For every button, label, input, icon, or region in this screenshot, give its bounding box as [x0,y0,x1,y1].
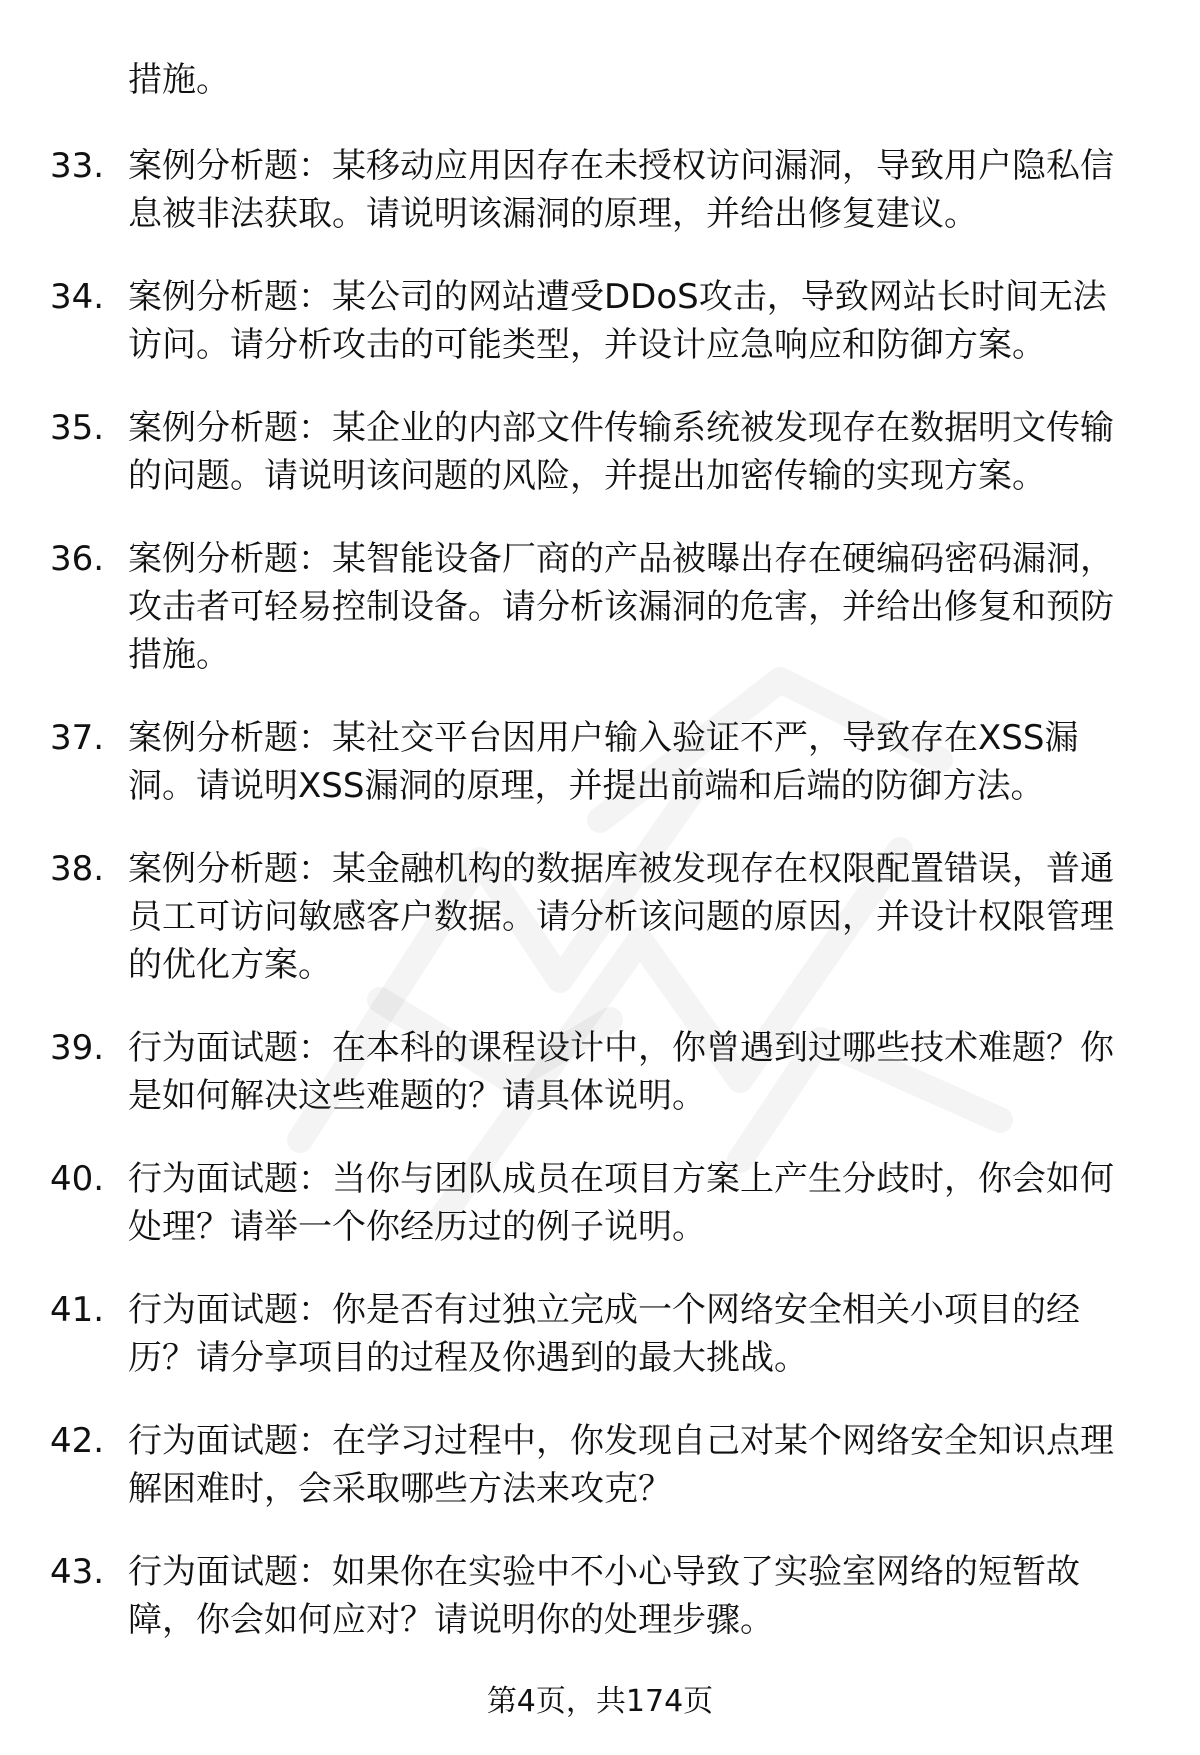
question-text: 案例分析题：某智能设备厂商的产品被曝出存在硬编码密码漏洞，攻击者可轻易控制设备。请分析该漏洞的危害，并给出修复和预防措施。 [128,539,1114,675]
question-item [0,845,1138,989]
question-number: 43. [50,1552,105,1592]
question-item [0,142,1138,238]
question-number: 41. [50,1290,105,1330]
question-text: 行为面试题：如果你在实验中不小心导致了实验室网络的短暂故障，你会如何应对？请说明你的处理步骤。 [128,1552,1080,1640]
question-text: 行为面试题：当你与团队成员在项目方案上产生分歧时，你会如何处理？请举一个你经历过的例子说明。 [128,1159,1114,1247]
page-footer [0,1682,1200,1722]
page-number-label: 第4页，共174页 [486,1684,714,1719]
question-text: 行为面试题：在学习过程中，你发现自己对某个网络安全知识点理解困难时，会采取哪些方法来攻克？ [128,1421,1114,1509]
question-number: 38. [50,849,105,889]
question-number: 39. [50,1028,105,1068]
question-number: 37. [50,718,105,758]
question-number: 34. [50,277,105,317]
question-item [0,1024,1138,1120]
question-item [0,1286,1138,1382]
question-text: 案例分析题：某移动应用因存在未授权访问漏洞，导致用户隐私信息被非法获取。请说明该漏洞的原理，并给出修复建议。 [128,146,1114,234]
question-number: 40. [50,1159,105,1199]
question-item [0,535,1138,679]
question-text: 案例分析题：某企业的内部文件传输系统被发现存在数据明文传输的问题。请说明该问题的风险，并提出加密传输的实现方案。 [128,408,1114,496]
question-text: 案例分析题：某公司的网站遭受DDoS攻击，导致网站长时间无法访问。请分析攻击的可能类型，并设计应急响应和防御方案。 [128,277,1107,365]
question-text: 行为面试题：你是否有过独立完成一个网络安全相关小项目的经历？请分享项目的过程及你遇到的最大挑战。 [128,1290,1080,1378]
question-item [0,273,1138,369]
question-text: 案例分析题：某金融机构的数据库被发现存在权限配置错误，普通员工可访问敏感客户数据。请分析该问题的原因，并设计权限管理的优化方案。 [128,849,1114,985]
question-item [0,404,1138,500]
question-item [0,1155,1138,1251]
question-item [0,1417,1138,1513]
question-number: 42. [50,1421,105,1461]
question-item [0,1548,1138,1644]
question-list [0,142,1200,1679]
question-number: 36. [50,539,105,579]
question-text: 行为面试题：在本科的课程设计中，你曾遇到过哪些技术难题？你是如何解决这些难题的？请具体说明。 [128,1028,1114,1116]
question-number: 33. [50,146,105,186]
question-text: 案例分析题：某社交平台因用户输入验证不严，导致存在XSS漏洞。请说明XSS漏洞的原理，并提出前端和后端的防御方法。 [128,718,1079,806]
continuation-text: 措施。 [128,60,230,100]
question-item [0,714,1138,810]
question-number: 35. [50,408,105,448]
